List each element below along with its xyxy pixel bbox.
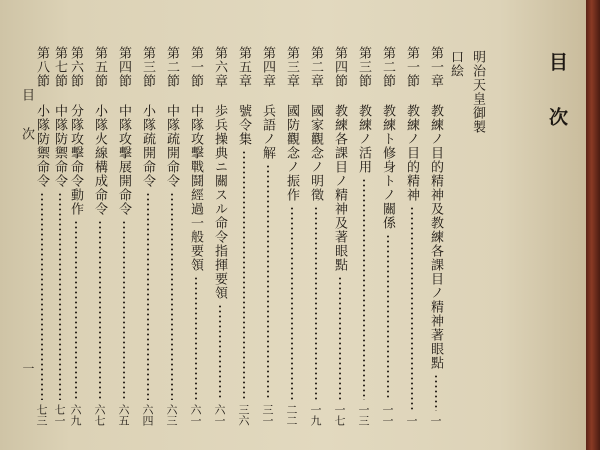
entry-label: 第四節	[332, 46, 347, 88]
toc-entry[interactable]	[165, 46, 178, 426]
entry-title: 中隊攻擊展開命令	[116, 104, 131, 216]
leader-dots	[146, 192, 150, 400]
entry-label: 第三節	[356, 46, 371, 88]
leader-dots	[434, 374, 438, 411]
leader-dots	[170, 192, 174, 400]
toc-entry[interactable]	[117, 46, 130, 426]
entry-label: 第二節	[380, 46, 395, 88]
entry-page: 六三	[165, 404, 178, 426]
entry-label: 第三章	[284, 46, 299, 88]
leader-dots	[218, 304, 222, 400]
entry-label: 第二章	[308, 46, 323, 88]
toc-entry[interactable]	[309, 46, 322, 426]
entry-title: 小隊防禦命令	[34, 104, 49, 188]
leader-dots	[74, 220, 78, 400]
entry-title: 兵語ノ解	[260, 104, 275, 160]
toc-entry[interactable]	[405, 46, 418, 426]
leader-dots	[40, 192, 44, 400]
entry-label: 第四章	[260, 46, 275, 88]
toc-entry[interactable]	[333, 46, 346, 426]
front-item-frontispiece: 口絵	[448, 50, 463, 78]
entry-title: 教練各課目ノ精神及著眼點	[332, 104, 347, 272]
page-folio: 一	[21, 362, 35, 375]
entry-title: 教練ノ活用	[356, 104, 371, 174]
entry-page: 三一	[261, 404, 274, 426]
leader-dots	[338, 276, 342, 400]
entry-page: 六一	[189, 404, 202, 426]
entry-page: 六五	[117, 404, 130, 426]
leader-dots	[98, 220, 102, 400]
toc-entry[interactable]	[53, 46, 66, 426]
entry-page: 一三	[357, 404, 370, 426]
toc-entry[interactable]	[429, 46, 442, 426]
entry-label: 第五節	[92, 46, 107, 88]
entry-page: 二二	[285, 404, 298, 426]
toc-entry[interactable]	[357, 46, 370, 426]
toc-entry[interactable]	[237, 46, 250, 426]
entry-title: 歩兵操典ニ關スル命令指揮要領	[212, 104, 227, 300]
toc-entry[interactable]	[189, 46, 202, 426]
leader-dots	[242, 150, 246, 400]
leader-dots	[386, 234, 390, 400]
leader-dots	[194, 276, 198, 400]
entry-title: 中隊攻擊戰鬪經過一般要領	[188, 104, 203, 272]
entry-label: 第一節	[404, 46, 419, 88]
entry-title: 國防觀念ノ振作	[284, 104, 299, 202]
entry-page: 一九	[309, 404, 322, 426]
toc-entry[interactable]	[213, 46, 226, 426]
toc-entry[interactable]	[69, 46, 82, 426]
leader-dots	[314, 206, 318, 400]
entry-page: 六九	[69, 404, 82, 426]
leader-dots	[290, 206, 294, 400]
entry-label: 第六節	[68, 46, 83, 88]
entry-title: 小隊疏開命令	[140, 104, 155, 188]
entry-label: 第五章	[236, 46, 251, 88]
entry-page: 六七	[93, 404, 106, 426]
entry-page: 七三	[35, 404, 48, 426]
entry-label: 第一章	[428, 46, 443, 88]
entry-page: 三六	[237, 404, 250, 426]
toc-entry[interactable]	[381, 46, 394, 426]
running-head: 目次	[19, 88, 34, 166]
book-spine	[586, 0, 600, 450]
entry-title: 小隊火線構成命令	[92, 104, 107, 216]
entry-label: 第七節	[52, 46, 67, 88]
leader-dots	[362, 178, 366, 400]
entry-page: 一一	[381, 404, 394, 426]
entry-title: 中隊防禦命令	[52, 104, 67, 188]
toc-entry[interactable]	[141, 46, 154, 426]
entry-label: 第八節	[34, 46, 49, 88]
entry-page: 六四	[141, 404, 154, 426]
toc-entry[interactable]	[261, 46, 274, 426]
entry-title: 國家觀念ノ明徵	[308, 104, 323, 202]
entry-label: 第二節	[164, 46, 179, 88]
entry-title: 分隊攻擊命令動作	[68, 104, 83, 216]
toc-entry[interactable]	[93, 46, 106, 426]
leader-dots	[266, 164, 270, 400]
entry-page: 一	[405, 415, 418, 426]
entry-title: 號令集	[236, 104, 251, 146]
entry-label: 第三節	[140, 46, 155, 88]
toc-entry[interactable]	[285, 46, 298, 426]
entry-page: 一	[429, 415, 442, 426]
entry-title: 教練ノ目的精神及教練各課目ノ精神著眼點	[428, 104, 443, 370]
entry-label: 第四節	[116, 46, 131, 88]
front-item-poems: 明治天皇御製	[470, 50, 485, 134]
page-title: 目次	[546, 52, 568, 162]
entry-page: 一七	[333, 404, 346, 426]
leader-dots	[122, 220, 126, 400]
entry-page: 七一	[53, 404, 66, 426]
leader-dots	[410, 206, 414, 411]
entry-title: 教練ノ目的精神	[404, 104, 419, 202]
entry-label: 第六章	[212, 46, 227, 88]
entry-page: 六一	[213, 404, 226, 426]
entry-title: 中隊疏開命令	[164, 104, 179, 188]
entry-label: 第一節	[188, 46, 203, 88]
entry-title: 教練ト修身トノ關係	[380, 104, 395, 230]
leader-dots	[58, 192, 62, 400]
toc-entry[interactable]	[35, 46, 48, 426]
